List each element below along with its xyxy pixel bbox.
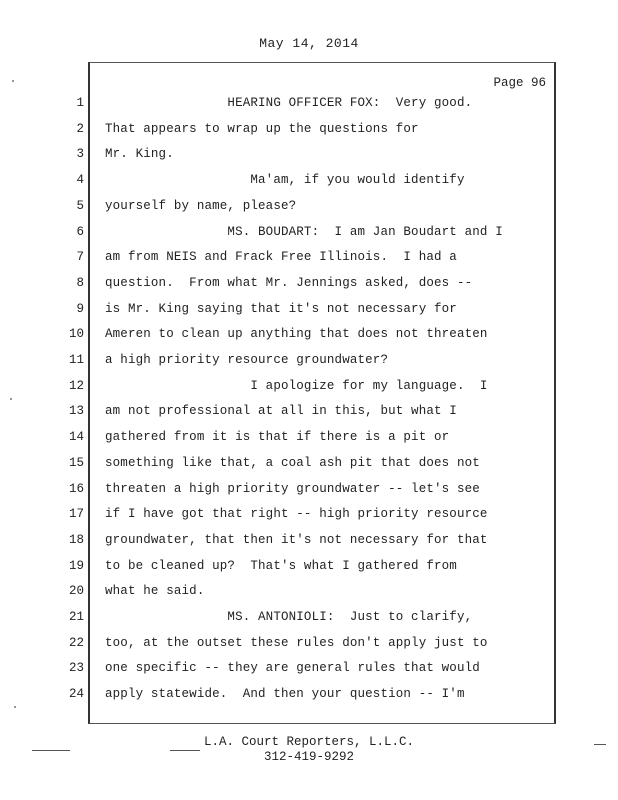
line-text: is Mr. King saying that it's not necessary for [105, 302, 457, 316]
line-text: gathered from it is that if there is a pit or [105, 430, 450, 444]
line-text: something like that, a coal ash pit that does not [105, 456, 480, 470]
scan-mark [170, 750, 200, 751]
line-text: am from NEIS and Frack Free Illinois. I had a [105, 250, 457, 264]
line-text: HEARING OFFICER FOX: Very good. [105, 96, 473, 110]
line-text: MS. BOUDART: I am Jan Boudart and I [105, 225, 503, 239]
line-number: 10 [68, 327, 84, 341]
line-text: apply statewide. And then your question -- I'm [105, 687, 465, 701]
line-text: yourself by name, please? [105, 199, 297, 213]
scan-speck [12, 80, 14, 82]
line-number: 24 [68, 687, 84, 701]
scan-mark [594, 744, 606, 745]
line-number: 2 [76, 122, 84, 136]
court-reporter-phone: 312-419-9292 [263, 750, 354, 764]
line-number: 21 [68, 610, 84, 624]
line-number: 4 [76, 173, 84, 187]
line-number: 5 [76, 199, 84, 213]
line-text: Ameren to clean up anything that does not threaten [105, 327, 488, 341]
line-number: 19 [68, 559, 84, 573]
line-text: a high priority resource groundwater? [105, 353, 389, 367]
line-text: if I have got that right -- high priority resource [105, 507, 488, 521]
line-number: 8 [76, 276, 84, 290]
line-text: groundwater, that then it's not necessary for that [105, 533, 488, 547]
line-number: 3 [76, 147, 84, 161]
line-number: 7 [76, 250, 84, 264]
line-number: 11 [68, 353, 84, 367]
line-text: Ma'am, if you would identify [105, 173, 465, 187]
scan-mark [32, 750, 70, 751]
line-text: one specific -- they are general rules that would [105, 661, 480, 675]
page-number: Page 96 [493, 76, 546, 90]
line-text: to be cleaned up? That's what I gathered from [105, 559, 457, 573]
scan-speck [10, 398, 12, 400]
line-number: 1 [76, 96, 84, 110]
line-number: 16 [68, 482, 84, 496]
line-number: 15 [68, 456, 84, 470]
page-frame [88, 62, 556, 724]
scan-speck [14, 706, 16, 708]
line-text: question. From what Mr. Jennings asked, does -- [105, 276, 473, 290]
line-text: MS. ANTONIOLI: Just to clarify, [105, 610, 473, 624]
line-number: 9 [76, 302, 84, 316]
line-number: 20 [68, 584, 84, 598]
line-text: am not professional at all in this, but what I [105, 404, 457, 418]
line-number: 17 [68, 507, 84, 521]
line-number: 23 [68, 661, 84, 675]
line-number: 13 [68, 404, 84, 418]
line-number: 6 [76, 225, 84, 239]
line-number: 14 [68, 430, 84, 444]
line-text: I apologize for my language. I [105, 379, 488, 393]
line-text: threaten a high priority groundwater -- let's see [105, 482, 480, 496]
transcript-date: May 14, 2014 [259, 36, 359, 51]
line-number: 18 [68, 533, 84, 547]
line-text: That appears to wrap up the questions for [105, 122, 419, 136]
line-number: 22 [68, 636, 84, 650]
line-number: 12 [68, 379, 84, 393]
line-text: what he said. [105, 584, 205, 598]
court-reporter-name: L.A. Court Reporters, L.L.C. [203, 735, 415, 749]
line-text: too, at the outset these rules don't apply just to [105, 636, 488, 650]
line-text: Mr. King. [105, 147, 174, 161]
